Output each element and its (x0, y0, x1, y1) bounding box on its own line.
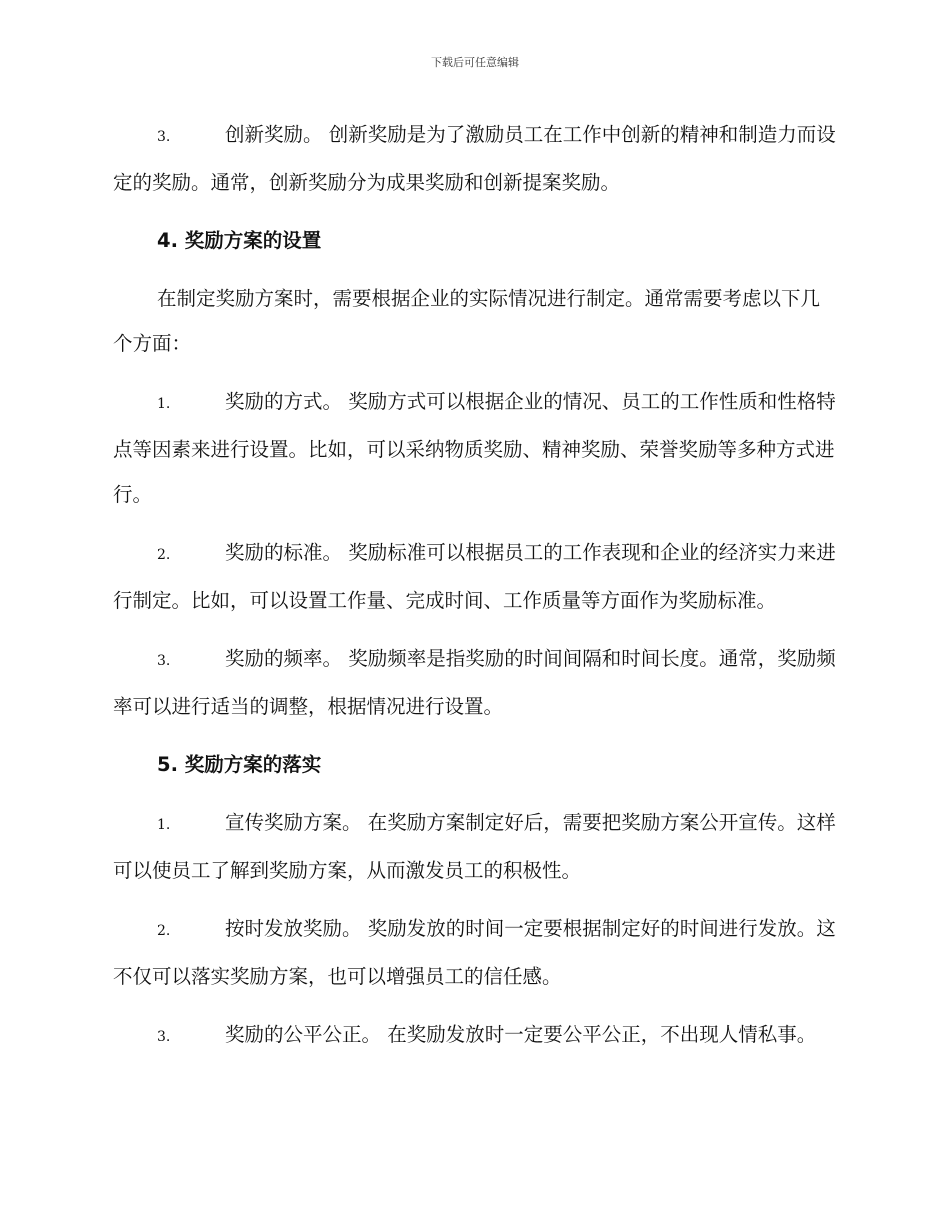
list-item (113, 800, 839, 893)
list-item-title: 按时发放奖励。 (225, 917, 362, 940)
list-item-text: 创新奖励是为了激励员工在工作中创新的精神和制造力而设定的奖励。通常，创新奖励分为成果奖励和创新提案奖励。 (113, 123, 836, 194)
list-item (113, 379, 839, 517)
list-item (113, 1012, 839, 1060)
list-number: 3. (157, 129, 171, 145)
section-heading (113, 218, 839, 263)
list-item-text: 在奖励发放时一定要公平公正，不出现人情私事。 (381, 1023, 817, 1046)
list-item (113, 636, 839, 729)
list-number: 3. (157, 653, 171, 669)
list-number: 3. (157, 1029, 171, 1045)
list-number: 2. (157, 923, 171, 939)
document-body (113, 112, 839, 1073)
list-item-text: 奖励发放的时间一定要根据制定好的时间进行发放。这不仅可以落实奖励方案，也可以增强员工的信任感。 (113, 917, 836, 988)
section-number: 5. (157, 753, 178, 776)
section-heading (113, 742, 839, 787)
list-item-title: 奖励的标准。 (225, 541, 343, 564)
section-number: 4. (157, 229, 178, 252)
list-number: 2. (157, 547, 171, 563)
list-item-title: 宣传奖励方案。 (225, 811, 362, 834)
list-item-title: 奖励的频率。 (225, 647, 343, 670)
list-item (113, 906, 839, 999)
list-item-title: 创新奖励。 (225, 123, 323, 146)
list-item-title: 奖励的公平公正。 (225, 1023, 382, 1046)
list-item-title: 奖励的方式。 (225, 390, 343, 413)
list-number: 1. (157, 817, 171, 833)
list-item-text: 奖励频率是指奖励的时间间隔和时间长度。通常，奖励频率可以进行适当的调整，根据情况进行设置。 (113, 647, 836, 718)
page-header: 下载后可任意编辑 (431, 56, 519, 69)
list-number: 1. (157, 396, 171, 412)
list-item (113, 530, 839, 623)
list-item-text: 在奖励方案制定好后，需要把奖励方案公开宣传。这样可以使员工了解到奖励方案，从而激发员工的积极性。 (113, 811, 836, 882)
list-item-text: 奖励方式可以根据企业的情况、员工的工作性质和性格特点等因素来进行设置。比如，可以采纳物质奖励、精神奖励、荣誉奖励等多种方式进行。 (113, 390, 836, 506)
section-title: 奖励方案的落实 (184, 753, 322, 776)
list-item-text: 奖励标准可以根据员工的工作表现和企业的经济实力来进行制定。比如，可以设置工作量、完成时间、工作质量等方面作为奖励标准。 (113, 541, 836, 612)
paragraph: 在制定奖励方案时，需要根据企业的实际情况进行制定。通常需要考虑以下几个方面： (113, 287, 821, 355)
list-item (113, 112, 839, 205)
section-title: 奖励方案的设置 (184, 229, 322, 252)
